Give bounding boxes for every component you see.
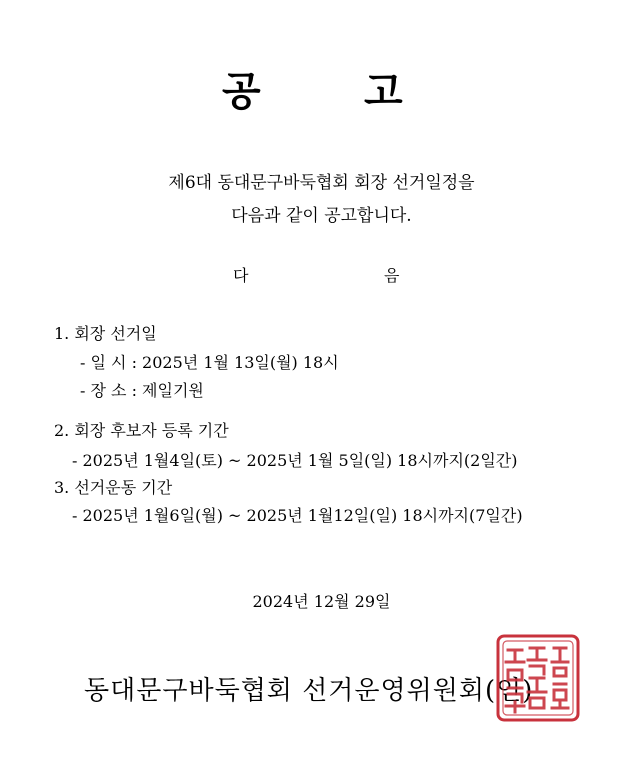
section-2-line-1: - 2025년 1월4일(토) ~ 2025년 1월 5일(일) 18시까지(2일간) xyxy=(72,451,518,470)
intro-line-1: 제6대 동대문구바둑협회 회장 선거일정을 xyxy=(168,173,475,193)
title-char-2: 고 xyxy=(364,68,403,115)
official-seal-icon xyxy=(494,632,582,724)
da-eum-char-1: 다 xyxy=(233,266,249,285)
section-1-heading: 1. 회장 선거일 xyxy=(54,324,157,343)
section-1-line-1: - 일 시 : 2025년 1월 13일(월) 18시 xyxy=(80,353,339,372)
section-2-heading: 2. 회장 후보자 등록 기간 xyxy=(54,421,229,440)
section-1-line-2: - 장 소 : 제일기원 xyxy=(80,381,204,400)
notice-date: 2024년 12월 29일 xyxy=(252,592,391,611)
da-eum-char-2: 음 xyxy=(384,266,400,285)
title-char-1: 공 xyxy=(222,68,261,115)
section-3-heading: 3. 선거운동 기간 xyxy=(54,478,173,497)
organization-name: 동대문구바둑협회 선거운영위원회(인) xyxy=(84,676,534,706)
intro-line-2: 다음과 같이 공고합니다. xyxy=(231,206,412,226)
section-3-line-1: - 2025년 1월6일(월) ~ 2025년 1월12일(일) 18시까지(7일간) xyxy=(72,506,523,525)
